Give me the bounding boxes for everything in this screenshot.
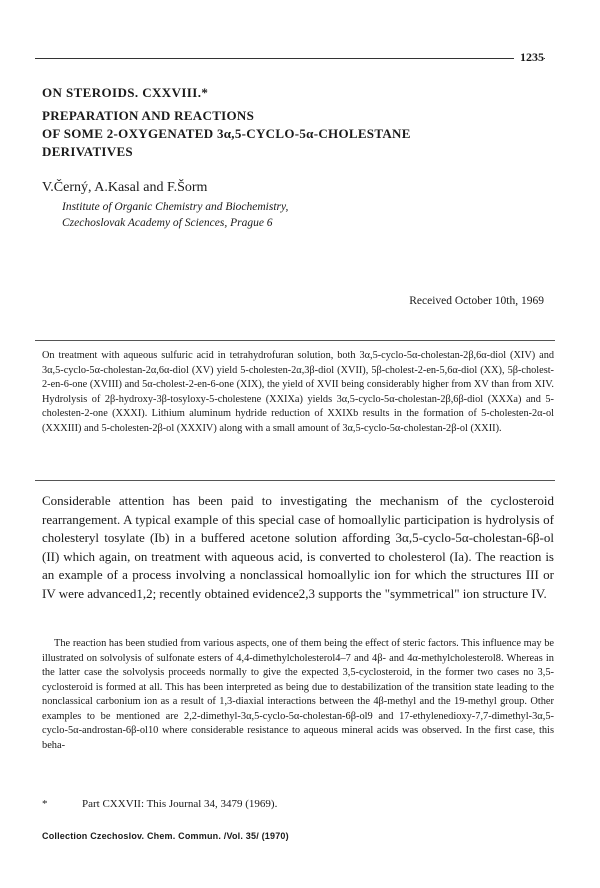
title-line: DERIVATIVES — [42, 144, 133, 159]
abstract-top-rule — [35, 340, 555, 341]
body-paragraph-1: Considerable attention has been paid to investigating the mechanism of the cyclosteroid rearrangement. A typical example of this special case of homoallylic participation is hydrolysis of cholesteryl tosylate (Ib) in a buffered acetone solution affording 3α,5-cyclo-5α-cholestan-6β-ol (II) which again, on treatment with aqueous acid, is converted to cholesterol (Ia). The reaction is an example of a process involving a nonclassical homoallylic ion for which the structures III or IV were advanced1,2; recently obtained evidence2,3 supports the "symmetrical" ion structure IV. — [42, 493, 554, 601]
abstract-bottom-rule — [35, 480, 555, 481]
footnote — [42, 798, 542, 810]
affiliation-line: Institute of Organic Chemistry and Biochemistry, — [62, 201, 289, 213]
abstract: On treatment with aqueous sulfuric acid in tetrahydrofuran solution, both 3α,5-cyclo-5α-cholestan-2β,6α-diol (XIV) and 3α,5-cyclo-5α-cholestan-2α,6α-diol (XV) yield 5-cholesten-2α,3β-diol (XVII), 5β-cholest-2-en-5,6α-diol (XX), 5β-cholest-2-en-6-one (XVIII) and 5α-cholest-2-en-6-one (XIX), the yield of XVII being considerably higher from XV than from XIV. Hydrolysis of 2β-hydroxy-3β-tosyloxy-5-cholestene (XXIXa) yields 3α,5-cyclo-5α-cholestan-2β,6β-diol (XXXa) and 5-cholesten-2-one (XXXI). Lithium aluminum hydride reduction of XXIXb results in the formation of 5-cholesten-2α-ol (XXXIII) and 5-cholesten-2β-ol (XXXIV) along with a small amount of 3α,5-cyclo-5α-cholestan-2β-ol (XXII). — [42, 350, 554, 434]
title-line: OF SOME 2-OXYGENATED 3α,5-CYCLO-5α-CHOLESTANE — [42, 126, 411, 141]
footnote-text: Part CXXVII: This Journal 34, 3479 (1969). — [82, 798, 278, 810]
series-title: ON STEROIDS. CXXVIII.* — [42, 85, 209, 100]
footnote-mark: * — [42, 798, 48, 810]
received-date: Received October 10th, 1969 — [409, 295, 544, 307]
authors: V.Černý, A.Kasal and F.Šorm — [42, 180, 208, 195]
article-title — [42, 107, 522, 161]
affiliation-line: Czechoslovak Academy of Sciences, Prague 6 — [62, 217, 273, 229]
journal-footer: Collection Czechoslov. Chem. Commun. /Vol. 35/ (1970) — [42, 831, 289, 841]
body-paragraph-2: The reaction has been studied from various aspects, one of them being the effect of steric factors. This influence may be illustrated on solvolysis of sulfonate esters of 4,4-dimethylcholesterol4–7 and 4β- and 4α-methylcholesterol8. Whereas in the latter case the solvolysis proceeds normally to give the expected 3,5-cyclosteroid, in the former two cases no 3,5-cyclosteroid is formed at all. This has been interpreted as being due to destabilization of the transition state leading to the nonclassical carbonium ion as a result of 1,3-diaxial interactions between the 4β-methyl and the 19-methyl group. Other examples to be mentioned are 2,2-dimethyl-3α,5-cyclo-5α-cholestan-6β-ol9 and 17-ethylenedioxy-7,7-dimethyl-3α,5-cyclo-5α-androstan-6β-ol10 where considerable resistance to aqueous mineral acids was observed. In the first case, this beha- — [42, 638, 554, 751]
page-number: 1235 — [514, 50, 544, 65]
header-rule — [35, 58, 545, 59]
affiliation — [62, 199, 288, 231]
title-line: PREPARATION AND REACTIONS — [42, 108, 255, 123]
